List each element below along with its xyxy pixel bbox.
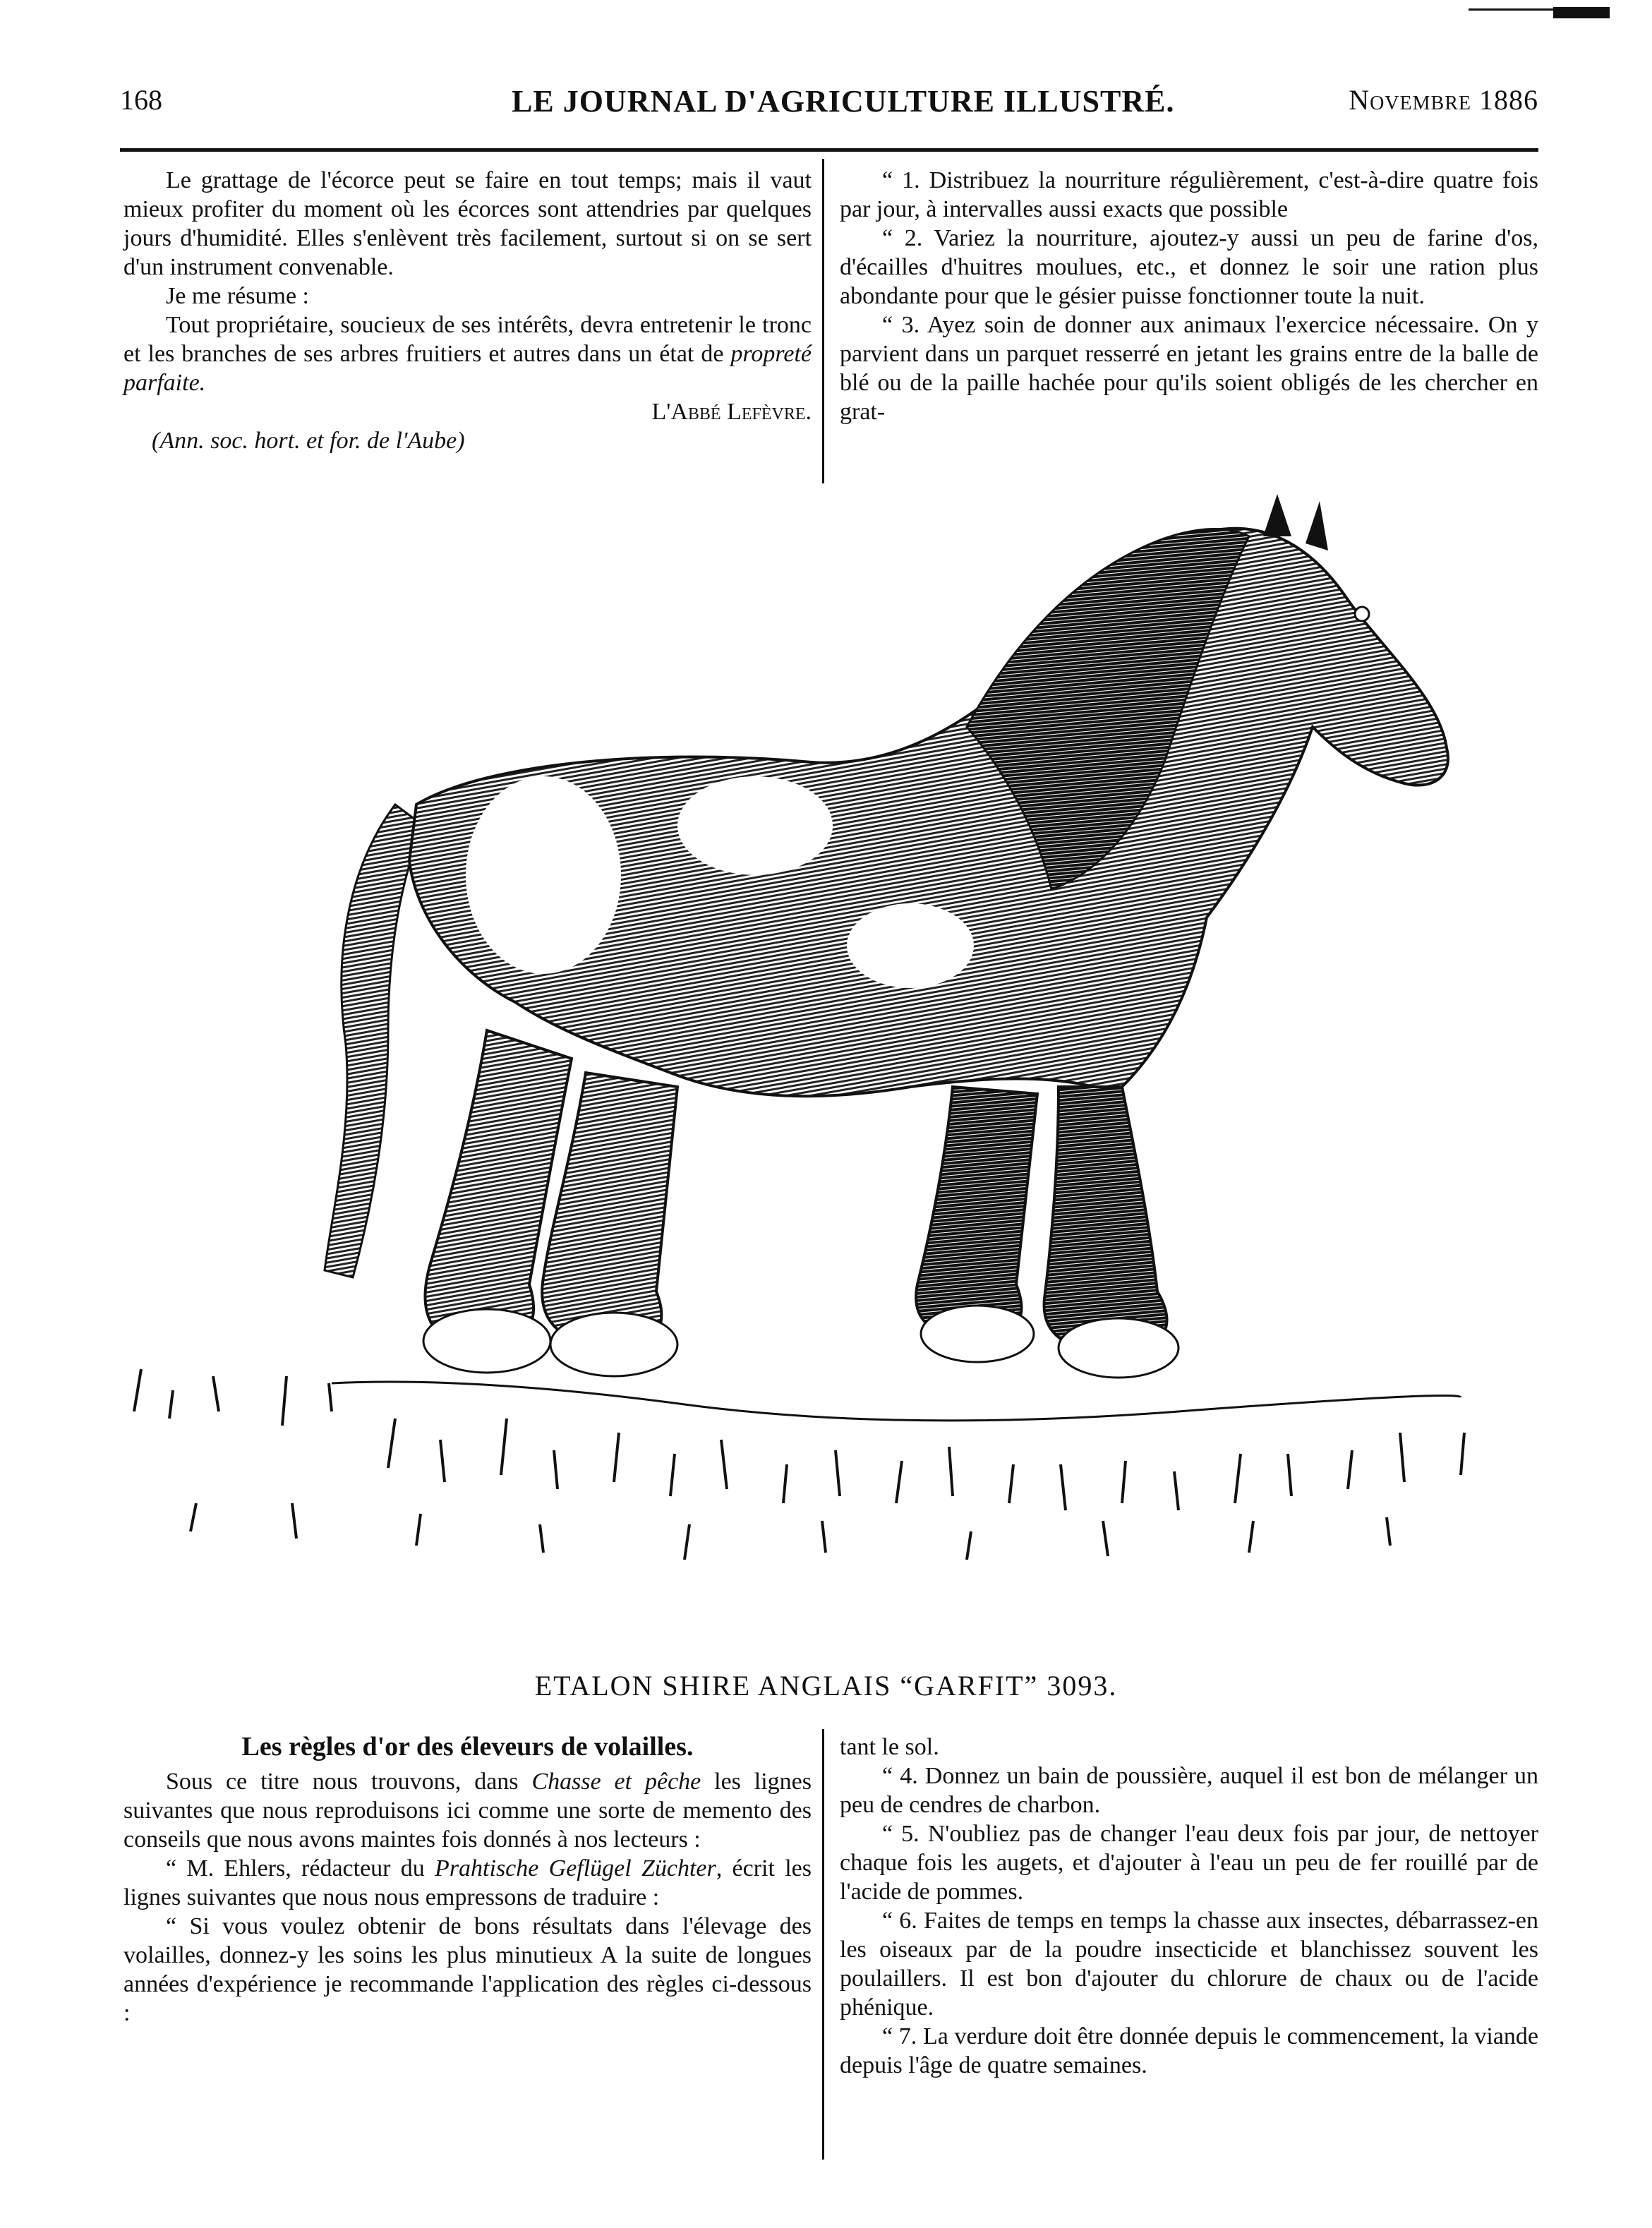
emphasis-text: propreté parfaite.	[123, 341, 812, 396]
illustration-caption: ETALON SHIRE ANGLAIS “GARFIT” 3093.	[534, 1670, 1118, 1702]
rule-item: “ 4. Donnez un bain de poussière, auquel il est bon de mélanger un peu de cendres de charbon.	[840, 1763, 1538, 1818]
paragraph	[123, 311, 812, 397]
page-number: 168	[120, 84, 162, 116]
top-left-column	[123, 166, 812, 455]
issue-date: Novembre 1886	[1349, 84, 1538, 116]
author-signature: L'Abbé Lefèvre.	[651, 399, 812, 425]
paragraph: “ Si vous voulez obtenir de bons résultats dans l'élevage des volailles, donnez-y les soins les plus minutieux A la suite de longues années d'expérience je recommande l'application des règles ci-dessous :	[123, 1913, 812, 2026]
rule-item: “ 5. N'oubliez pas de changer l'eau deux fois par jour, de nettoyer chaque fois les augets, et d'ajouter à l'eau un peu de fer rouillé par de l'acide de pommes.	[840, 1821, 1538, 1905]
header-rule	[120, 148, 1538, 152]
column-divider	[822, 159, 824, 483]
rule-item: “ 6. Faites de temps en temps la chasse aux insectes, débarrassez-en les oiseaux par de la poudre insecticide et blanchissez souvent les poulaillers. Il est bon d'ajouter du chlorure de chaux ou de l'acide phénique.	[840, 1908, 1538, 2021]
paragraph: tant le sol.	[840, 1734, 939, 1760]
bottom-left-column	[123, 1733, 812, 2028]
corner-print-mark	[1469, 4, 1610, 20]
paragraph	[123, 1767, 812, 1854]
paragraph: Le grattage de l'écorce peut se faire en tout temps; mais il vaut mieux profiter du moment où les écorces sont attendries par quelques jours d'humidité. Elles s'enlèvent très facilement, surtout si on se sert d'un instrument convenable.	[123, 167, 812, 280]
shire-stallion-engraving	[120, 494, 1538, 1651]
paragraph	[123, 1854, 812, 1912]
journal-title: LE JOURNAL D'AGRICULTURE ILLUSTRÉ.	[512, 84, 1175, 119]
rule-item: “ 7. La verdure doit être donnée depuis le commencement, la viande depuis l'âge de quatre semaines.	[840, 2023, 1538, 2078]
column-divider	[822, 1729, 824, 2160]
publication-name: Chasse et pêche	[531, 1769, 701, 1795]
paragraph-text: “ M. Ehlers, rédacteur du	[166, 1855, 435, 1881]
rule-item: “ 3. Ayez soin de donner aux animaux l'exercice nécessaire. On y parvient dans un parquet resserré en jetant les grains entre de la balle de blé ou de la paille hachée pour qu'ils soient obligés de les chercher en grat-	[840, 312, 1538, 425]
page-header	[120, 83, 1538, 126]
paragraph-text: Sous ce titre nous trouvons, dans	[166, 1769, 532, 1795]
paragraph-text: Tout propriétaire, soucieux de ses intérêts, devra entretenir le tronc et les branches de ses arbres fruitiers et autres dans un état de	[123, 312, 812, 367]
publication-name: Prahtische Geflügel Züchter	[435, 1855, 716, 1881]
paragraph-text: , écrit les lignes suivantes que nous nous empressons de traduire :	[123, 1855, 812, 1910]
rule-item: “ 1. Distribuez la nourriture régulièrement, c'est-à-dire quatre fois par jour, à intervalles aussi exacts que possible	[840, 167, 1538, 222]
source-citation: (Ann. soc. hort. et for. de l'Aube)	[152, 428, 465, 454]
top-right-column	[840, 166, 1538, 426]
paragraph: Je me résume :	[166, 283, 309, 309]
rule-item: “ 2. Variez la nourriture, ajoutez-y aussi un peu de farine d'os, d'écailles d'huitres moulues, etc., et donnez le soir une ration plus abondante pour que le gésier puisse fonctionner toute la nuit.	[840, 225, 1538, 309]
section-heading: Les règles d'or des éleveurs de volailles.	[241, 1732, 694, 1762]
bottom-right-column	[840, 1733, 1538, 2080]
paragraph-text: les lignes suivantes que nous reproduisons ici comme une sorte de memento des conseils que nous avons maintes fois donnés à nos lecteurs :	[123, 1769, 812, 1853]
